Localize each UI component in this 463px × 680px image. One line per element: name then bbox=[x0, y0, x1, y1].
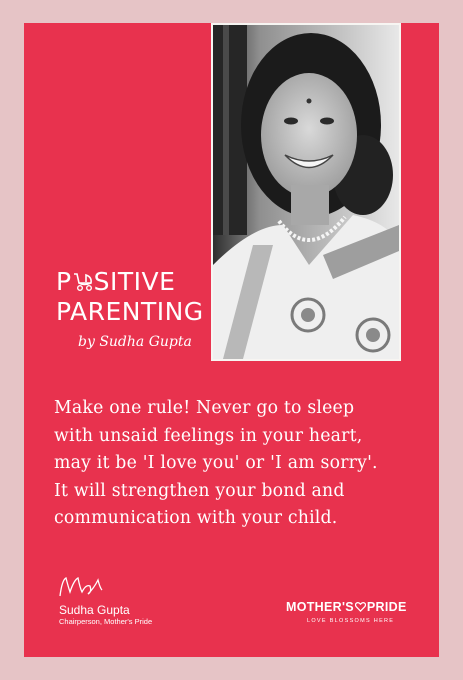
portrait-image bbox=[213, 25, 399, 359]
brand-name-right: PRIDE bbox=[366, 600, 407, 614]
title-letter-p: P bbox=[56, 267, 72, 296]
title-rest: SITIVE bbox=[93, 267, 176, 296]
portrait-photo bbox=[211, 23, 401, 361]
quote-line: communication with your child. bbox=[54, 508, 338, 528]
quote-line: Make one rule! Never go to sleep bbox=[54, 398, 355, 418]
brand-logo bbox=[286, 600, 407, 614]
author-role: Chairperson, Mother's Pride bbox=[59, 617, 153, 626]
author-name: Sudha Gupta bbox=[59, 603, 130, 617]
byline: by Sudha Gupta bbox=[78, 334, 192, 350]
quote-line: may it be 'I love you' or 'I am sorry'. bbox=[54, 453, 378, 473]
quote-line: with unsaid feelings in your heart, bbox=[54, 425, 363, 446]
poster-card bbox=[24, 23, 439, 657]
quote-line: It will strengthen your bond and bbox=[54, 480, 345, 501]
brand-tagline: LOVE BLOSSOMS HERE bbox=[307, 618, 395, 624]
positive-parenting-title bbox=[56, 267, 204, 327]
signature bbox=[56, 574, 106, 600]
quote-text bbox=[54, 395, 429, 533]
brand-name-left: MOTHER'S bbox=[286, 600, 354, 614]
pram-icon bbox=[72, 270, 94, 292]
title-line2: PARENTING bbox=[56, 297, 204, 326]
heart-icon bbox=[355, 602, 366, 612]
